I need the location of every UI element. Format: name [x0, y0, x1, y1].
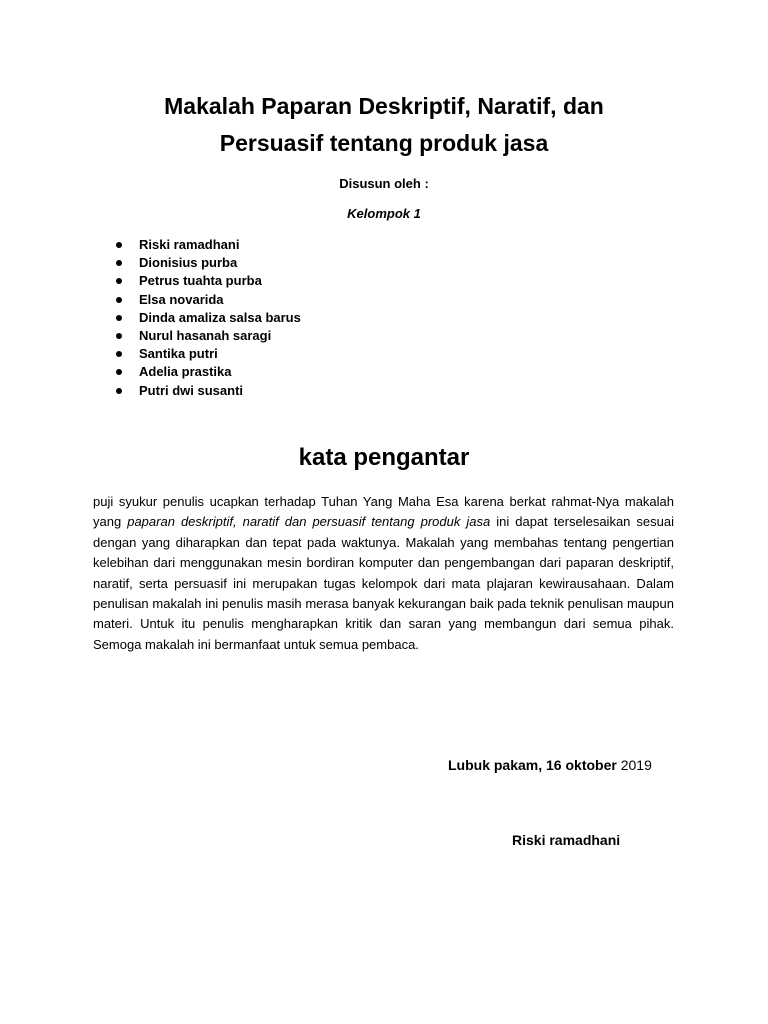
document-title-line-2: Persuasif tentang produk jasa	[219, 130, 549, 156]
compiled-by-label: Disusun oleh :	[339, 176, 429, 191]
list-item	[108, 382, 301, 400]
bullet-icon	[116, 351, 122, 357]
bullet-icon	[116, 278, 122, 284]
group-label: Kelompok 1	[347, 206, 421, 221]
list-item	[108, 236, 301, 254]
foreword-heading: kata pengantar	[298, 444, 470, 471]
member-name: Riski ramadhani	[139, 237, 240, 252]
member-name: Adelia prastika	[139, 364, 232, 380]
member-name: Nurul hasanah saragi	[139, 327, 272, 343]
member-name: Dinda amaliza salsa barus	[139, 309, 301, 325]
member-name: Petrus tuahta purba	[139, 273, 262, 289]
signature-name: Riski ramadhani	[512, 832, 621, 848]
list-item	[108, 309, 301, 327]
member-name: Santika putri	[139, 346, 218, 362]
bullet-icon	[116, 333, 122, 339]
bullet-icon	[116, 388, 122, 394]
list-item	[108, 272, 301, 290]
bullet-icon	[116, 260, 122, 266]
list-item	[108, 291, 301, 309]
document-title-line-1: Makalah Paparan Deskriptif, Naratif, dan	[164, 93, 604, 119]
list-item	[108, 345, 301, 363]
foreword-paragraph	[93, 492, 674, 655]
member-name: Elsa novarida	[139, 291, 224, 307]
member-name: Dionisius purba	[139, 255, 238, 271]
bullet-icon	[116, 369, 122, 375]
place-date-text: Lubuk pakam, 16 oktober	[448, 757, 621, 773]
place-date-year: 2019	[620, 757, 652, 773]
list-item	[108, 327, 301, 345]
foreword-text-part-2: ini dapat terselesaikan sesuai dengan yang diharapkan dan tepat pada waktunya. Makalah yang membahas tentang pengertian kelebihan dari menggunakan mesin bordiran komputer dan pengembangan dari paparan deskriptif, naratif, serta persuasif ini merupakan tugas kelompok dari mata plajaran kewirausahaan. Dalam penulisan makalah ini penulis masih merasa banyak kekurangan baik pada teknik penulisan maupun materi. Untuk itu penulis mengharapkan kritik dan saran yang membangun dari semua pihak. Semoga makalah ini bermanfaat untuk semua pembaca.	[93, 514, 674, 652]
bullet-icon	[116, 297, 122, 303]
member-name: Putri dwi susanti	[139, 382, 244, 398]
bullet-icon	[116, 315, 122, 321]
place-date	[448, 757, 652, 773]
bullet-icon	[116, 242, 122, 248]
list-item	[108, 363, 301, 381]
foreword-text-italic: paparan deskriptif, naratif dan persuasif tentang produk jasa	[127, 514, 491, 530]
list-item	[108, 254, 301, 272]
member-list	[108, 236, 301, 400]
foreword-text-part-1: puji syukur penulis ucapkan terhadap Tuhan Yang Maha Esa karena berkat rahmat-Nya makalah yang	[93, 494, 674, 530]
